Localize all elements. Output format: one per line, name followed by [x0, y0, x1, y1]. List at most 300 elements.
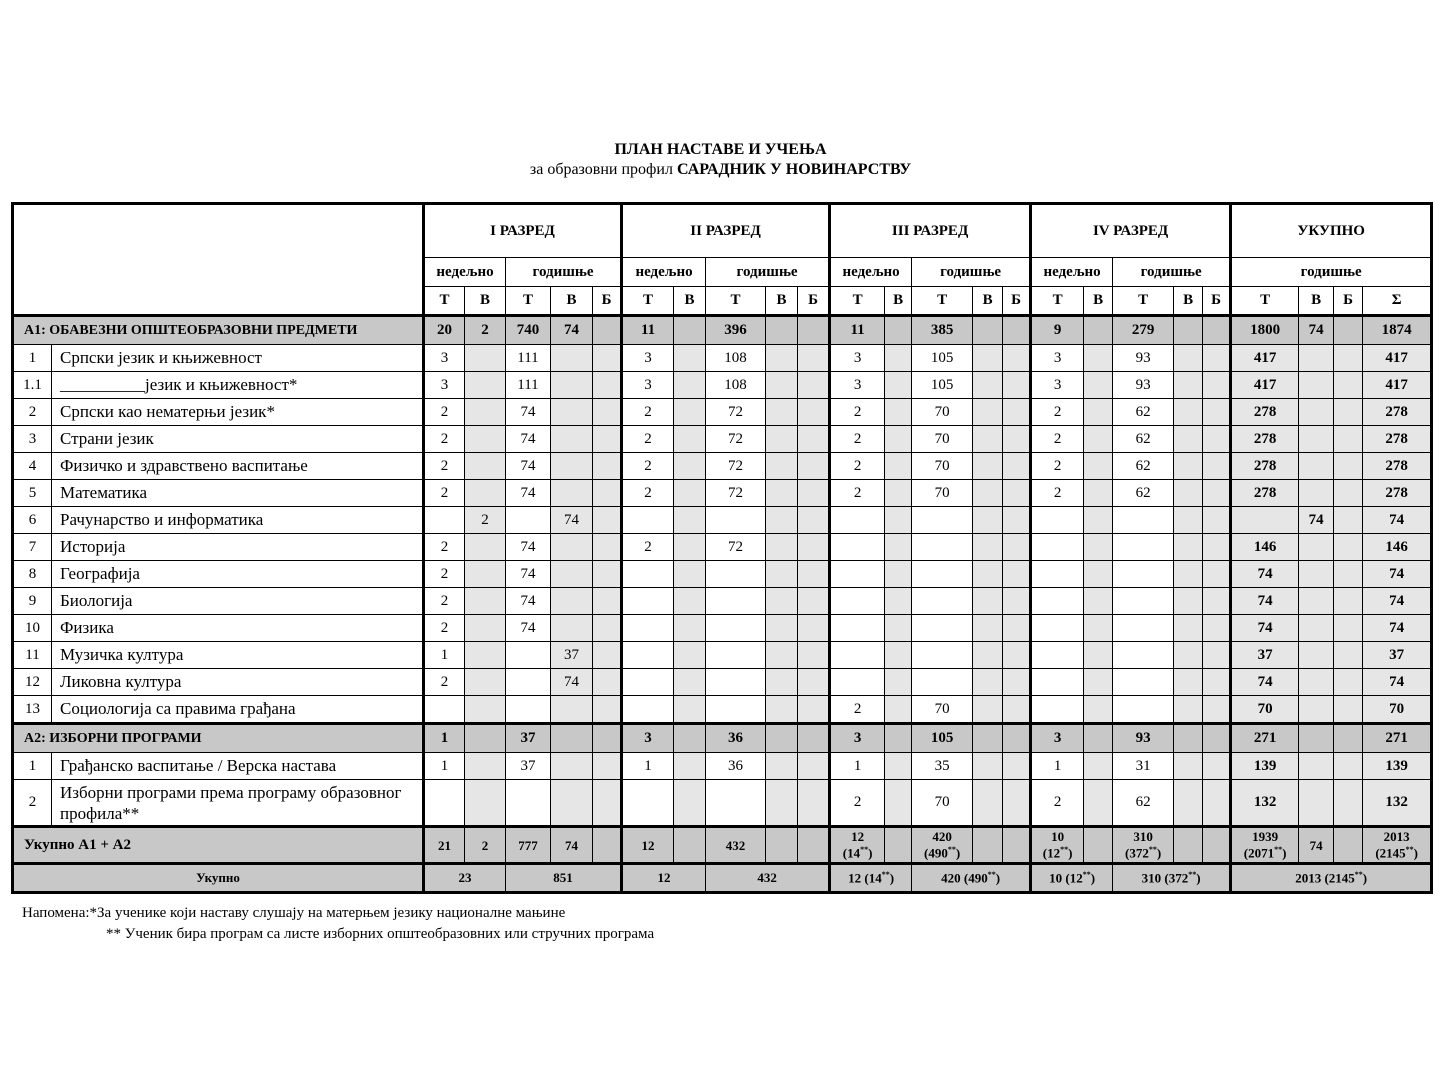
- grade-3-cell: [885, 372, 912, 399]
- grade-4-cell: [1174, 345, 1203, 372]
- total-cell: [1299, 399, 1334, 426]
- total-cell: [1299, 753, 1334, 780]
- grade-4-cell: [1031, 696, 1084, 724]
- total-cell: 132: [1363, 780, 1432, 827]
- grade-2-cell: 2: [622, 480, 674, 507]
- double-star: **: [1274, 845, 1283, 855]
- grade-3-cell: [885, 534, 912, 561]
- grade-3-header: III РАЗРЕД: [830, 204, 1031, 258]
- total-a-row: [13, 827, 1432, 864]
- total-value: 10 (12: [1049, 870, 1083, 886]
- total-cell: [912, 864, 1031, 893]
- grade-4-cell: [1174, 753, 1203, 780]
- grade-3-cell: [885, 480, 912, 507]
- grade-3-cell: [830, 561, 885, 588]
- grade-2-cell: [766, 780, 798, 827]
- grade-4-cell: 2: [1031, 780, 1084, 827]
- grade-1-cell: [506, 696, 551, 724]
- grade-1-cell: [593, 588, 622, 615]
- subject-name: Рачунарство и информатика: [52, 507, 424, 534]
- grade-3-cell: [973, 696, 1003, 724]
- grade-4-cell: [1174, 507, 1203, 534]
- grade-3-cell: [973, 615, 1003, 642]
- total-a-extra: (372**): [1124, 845, 1162, 861]
- grade-4-header: IV РАЗРЕД: [1031, 204, 1231, 258]
- grade-1-cell: 74: [506, 399, 551, 426]
- table-row: [13, 345, 1432, 372]
- grade-2-cell: [798, 588, 830, 615]
- grade-3-cell: [885, 724, 912, 753]
- table-row: [13, 372, 1432, 399]
- subject-name: Грађанско васпитање / Верска настава: [52, 753, 424, 780]
- grade-3-cell: [1003, 561, 1031, 588]
- grade-2-cell: [798, 480, 830, 507]
- grade-2-cell: [674, 696, 706, 724]
- grade-3-cell: [1003, 316, 1031, 345]
- grade-3-cell: [973, 669, 1003, 696]
- total-cell: [1299, 561, 1334, 588]
- grade-4-cell: [1084, 669, 1113, 696]
- grade-1-cell: [506, 642, 551, 669]
- grade-1-cell: [593, 642, 622, 669]
- grade-3-cell: [973, 753, 1003, 780]
- grade-3-cell: 3: [830, 724, 885, 753]
- grade-1-cell: [593, 561, 622, 588]
- grade-3-cell: [912, 507, 973, 534]
- col-header-t: Т: [1031, 287, 1084, 316]
- total-cell: 271: [1363, 724, 1432, 753]
- total-cell: [1299, 372, 1334, 399]
- grade-1-cell: [593, 399, 622, 426]
- grade-3-cell: [885, 507, 912, 534]
- grade-1-cell: 74: [506, 453, 551, 480]
- grade-3-cell: [973, 453, 1003, 480]
- grade-2-cell: [674, 480, 706, 507]
- total-cell: [1231, 507, 1299, 534]
- grade-3-cell: 105: [912, 345, 973, 372]
- grade-1-cell: 1: [424, 642, 465, 669]
- total-a-cell: 2: [465, 827, 506, 864]
- total-a-cell: [798, 827, 830, 864]
- grade-1-cell: [465, 426, 506, 453]
- total-cell: [1299, 426, 1334, 453]
- grade-4-cell: 9: [1031, 316, 1084, 345]
- grade-3-cell: [973, 561, 1003, 588]
- grade-3-cell: [912, 669, 973, 696]
- grade-3-cell: [912, 534, 973, 561]
- grade-1-cell: [465, 615, 506, 642]
- col-header-b: Б: [1334, 287, 1363, 316]
- total-cell: [1334, 316, 1363, 345]
- col-header-t: Т: [622, 287, 674, 316]
- total-a-cell: [830, 827, 885, 864]
- grade-3-cell: [1003, 507, 1031, 534]
- grade-3-cell: [973, 316, 1003, 345]
- grade-1-cell: [551, 724, 593, 753]
- grade-2-cell: [798, 345, 830, 372]
- grade-4-cell: [1203, 426, 1231, 453]
- total-cell: [1334, 345, 1363, 372]
- total-cell: [1113, 864, 1231, 893]
- grade-1-cell: [593, 372, 622, 399]
- grade-4-cell: [1084, 345, 1113, 372]
- header-grade-row: [13, 204, 1432, 258]
- total-cell: [1334, 561, 1363, 588]
- total-cell: [1299, 669, 1334, 696]
- total-a-cell: [593, 827, 622, 864]
- grade-2-cell: [706, 588, 766, 615]
- grade-3-cell: [830, 642, 885, 669]
- table-row: [13, 642, 1432, 669]
- total-cell: [1031, 864, 1113, 893]
- grade-4-cell: [1084, 426, 1113, 453]
- grade-3-cell: 2: [830, 426, 885, 453]
- total-a-extra: (14**): [842, 845, 873, 861]
- col-header-v: В: [465, 287, 506, 316]
- total-a-cell: [1363, 827, 1432, 864]
- subject-name: Музичка култура: [52, 642, 424, 669]
- grade-1-cell: [506, 507, 551, 534]
- grade-3-cell: 70: [912, 453, 973, 480]
- col-header-v: В: [1084, 287, 1113, 316]
- total-cell: [1299, 615, 1334, 642]
- grade-4-cell: [1203, 724, 1231, 753]
- grade-3-cell: 1: [830, 753, 885, 780]
- grade-1-cell: 37: [506, 724, 551, 753]
- col-header-t: Т: [1113, 287, 1174, 316]
- grade-2-cell: [674, 642, 706, 669]
- grade-1-cell: [465, 724, 506, 753]
- grade-2-cell: [674, 399, 706, 426]
- grade-1-cell: 740: [506, 316, 551, 345]
- grade-1-cell: 37: [551, 642, 593, 669]
- subject-name: Математика: [52, 480, 424, 507]
- grade-4-cell: [1203, 534, 1231, 561]
- grade-3-cell: [885, 426, 912, 453]
- grade-1-cell: 74: [506, 615, 551, 642]
- grade-1-cell: [465, 399, 506, 426]
- grade-1-cell: [424, 507, 465, 534]
- yearly-header: годишње: [1113, 258, 1231, 287]
- row-number: 8: [13, 561, 52, 588]
- grade-2-cell: [766, 615, 798, 642]
- grade-4-cell: [1084, 642, 1113, 669]
- grade-3-cell: [1003, 534, 1031, 561]
- total-cell: [1299, 724, 1334, 753]
- grade-4-cell: 1: [1031, 753, 1084, 780]
- col-header-v: В: [674, 287, 706, 316]
- grade-4-cell: 2: [1031, 399, 1084, 426]
- grade-3-cell: [885, 345, 912, 372]
- total-cell: 37: [1231, 642, 1299, 669]
- grade-4-cell: [1203, 696, 1231, 724]
- grade-2-cell: [706, 561, 766, 588]
- grade-4-cell: [1113, 534, 1174, 561]
- grade-1-cell: 2: [424, 588, 465, 615]
- total-a-label: Укупно А1 + А2: [13, 827, 424, 864]
- grade-2-cell: [622, 561, 674, 588]
- page-title: ПЛАН НАСТАВЕ И УЧЕЊА: [614, 141, 827, 158]
- total-cell: [1334, 696, 1363, 724]
- total-a-value: 10: [1051, 829, 1065, 845]
- row-number: 3: [13, 426, 52, 453]
- grade-2-cell: [766, 372, 798, 399]
- grade-3-cell: [1003, 372, 1031, 399]
- total-a-cell: 12: [622, 827, 674, 864]
- grade-2-cell: 72: [706, 480, 766, 507]
- total-cell: [1299, 642, 1334, 669]
- grade-3-cell: [1003, 615, 1031, 642]
- grade-3-cell: [912, 561, 973, 588]
- grade-1-cell: [551, 780, 593, 827]
- grade-2-cell: [766, 345, 798, 372]
- grade-4-cell: [1203, 642, 1231, 669]
- total-cell: 74: [1363, 669, 1432, 696]
- total-cell: 278: [1231, 453, 1299, 480]
- grade-1-cell: 2: [424, 480, 465, 507]
- grade-2-cell: [674, 724, 706, 753]
- grade-1-cell: 74: [506, 561, 551, 588]
- grade-3-cell: [973, 372, 1003, 399]
- grade-3-cell: [973, 399, 1003, 426]
- row-number: 13: [13, 696, 52, 724]
- grade-3-cell: 2: [830, 696, 885, 724]
- total-cell: 70: [1231, 696, 1299, 724]
- grade-2-cell: [766, 588, 798, 615]
- total-a-value: 310: [1133, 829, 1153, 845]
- grade-4-cell: [1174, 316, 1203, 345]
- grade-4-cell: 2: [1031, 480, 1084, 507]
- grade-1-cell: [506, 669, 551, 696]
- table-row: [13, 426, 1432, 453]
- total-a-value: 2013: [1383, 829, 1410, 845]
- grade-1-cell: 74: [551, 669, 593, 696]
- total-cell: [1334, 615, 1363, 642]
- grade-1-cell: [593, 345, 622, 372]
- grade-2-cell: [766, 507, 798, 534]
- grade-2-cell: [798, 372, 830, 399]
- grade-2-cell: [766, 724, 798, 753]
- grade-1-cell: [465, 534, 506, 561]
- grade-1-cell: [551, 753, 593, 780]
- total-a-cell: 21: [424, 827, 465, 864]
- grade-1-cell: [593, 316, 622, 345]
- total-a-cell: [1334, 827, 1363, 864]
- total-a-cell: [1113, 827, 1174, 864]
- grade-3-cell: [830, 615, 885, 642]
- table-row: [13, 753, 1432, 780]
- grade-3-cell: 105: [912, 372, 973, 399]
- grade-3-cell: [1003, 588, 1031, 615]
- total-a-cell: [885, 827, 912, 864]
- grade-1-cell: [593, 696, 622, 724]
- grade-1-cell: [465, 561, 506, 588]
- grade-3-cell: [1003, 780, 1031, 827]
- grade-1-cell: 74: [551, 316, 593, 345]
- total-cell: [1334, 507, 1363, 534]
- grade-1-cell: [465, 753, 506, 780]
- grade-2-cell: 72: [706, 453, 766, 480]
- grade-4-cell: [1084, 696, 1113, 724]
- grade-3-cell: 105: [912, 724, 973, 753]
- total-cell: 74: [1299, 316, 1334, 345]
- grade-1-cell: [465, 696, 506, 724]
- subject-name: Страни језик: [52, 426, 424, 453]
- grade-3-cell: [885, 453, 912, 480]
- weekly-header: недељно: [424, 258, 506, 287]
- grade-2-cell: [798, 561, 830, 588]
- grade-4-cell: 3: [1031, 724, 1084, 753]
- grade-4-cell: [1174, 372, 1203, 399]
- grade-3-cell: [885, 615, 912, 642]
- double-star: **: [987, 869, 996, 879]
- table-row: [13, 453, 1432, 480]
- grade-4-cell: 62: [1113, 780, 1174, 827]
- grade-2-cell: [674, 669, 706, 696]
- col-header-t: Т: [1231, 287, 1299, 316]
- grade-4-cell: [1174, 561, 1203, 588]
- grade-1-cell: [593, 453, 622, 480]
- grade-3-cell: [912, 588, 973, 615]
- table-row: [13, 399, 1432, 426]
- grade-4-cell: [1174, 534, 1203, 561]
- col-header-v: В: [1174, 287, 1203, 316]
- subject-name: Биологија: [52, 588, 424, 615]
- grade-2-cell: [706, 669, 766, 696]
- table-row: [13, 780, 1432, 827]
- col-header-v: В: [885, 287, 912, 316]
- grade-4-cell: 2: [1031, 453, 1084, 480]
- grade-2-cell: [622, 696, 674, 724]
- grade-4-cell: 3: [1031, 372, 1084, 399]
- grade-2-cell: [766, 753, 798, 780]
- grade-2-cell: 11: [622, 316, 674, 345]
- grade-3-cell: [830, 534, 885, 561]
- total-value: 420 (490: [941, 870, 988, 886]
- grade-4-cell: [1084, 480, 1113, 507]
- grade-4-cell: [1113, 561, 1174, 588]
- grade-4-cell: 93: [1113, 372, 1174, 399]
- total-a-value: 1939: [1252, 829, 1279, 845]
- grade-4-cell: [1113, 507, 1174, 534]
- total-cell: [1334, 724, 1363, 753]
- grade-4-cell: [1084, 316, 1113, 345]
- double-star: **: [1060, 845, 1069, 855]
- grade-3-cell: [885, 316, 912, 345]
- grade-1-cell: [593, 780, 622, 827]
- grade-3-cell: [1003, 669, 1031, 696]
- grade-2-cell: 72: [706, 399, 766, 426]
- total-a-cell: [1231, 827, 1299, 864]
- grade-4-cell: 62: [1113, 399, 1174, 426]
- col-header-v: В: [1299, 287, 1334, 316]
- grade-1-cell: [551, 534, 593, 561]
- grade-4-cell: [1113, 615, 1174, 642]
- total-cell: 74: [1231, 561, 1299, 588]
- grade-2-cell: [766, 399, 798, 426]
- double-star: **: [947, 845, 956, 855]
- total-cell: 851: [506, 864, 622, 893]
- grade-4-cell: [1084, 453, 1113, 480]
- grade-1-cell: [465, 588, 506, 615]
- grade-4-cell: 62: [1113, 480, 1174, 507]
- total-cell: 12: [622, 864, 706, 893]
- grade-4-cell: [1113, 588, 1174, 615]
- col-header-t: Т: [424, 287, 465, 316]
- subject-name: __________језик и књижевност*: [52, 372, 424, 399]
- total-value: 12 (14: [848, 870, 882, 886]
- grade-2-cell: [766, 642, 798, 669]
- total-cell: 23: [424, 864, 506, 893]
- grade-2-cell: 72: [706, 534, 766, 561]
- total-cell: 278: [1363, 426, 1432, 453]
- grade-1-cell: [465, 780, 506, 827]
- total-a-cell: [766, 827, 798, 864]
- grade-1-cell: 74: [506, 480, 551, 507]
- total-cell: 74: [1363, 615, 1432, 642]
- grade-2-cell: 108: [706, 372, 766, 399]
- grade-1-cell: [424, 780, 465, 827]
- subject-name: Историја: [52, 534, 424, 561]
- grade-2-cell: [706, 780, 766, 827]
- grade-2-cell: [798, 507, 830, 534]
- grade-4-cell: 62: [1113, 453, 1174, 480]
- total-cell: 278: [1231, 480, 1299, 507]
- grade-3-cell: [1003, 480, 1031, 507]
- grade-1-cell: 2: [465, 507, 506, 534]
- grade-4-cell: [1113, 696, 1174, 724]
- row-number: 2: [13, 399, 52, 426]
- grade-1-cell: [593, 615, 622, 642]
- table-row: [13, 480, 1432, 507]
- grade-1-cell: [551, 588, 593, 615]
- total-a-cell: 74: [1299, 827, 1334, 864]
- grade-2-cell: [674, 345, 706, 372]
- title-block: [0, 140, 1441, 180]
- total-cell: 278: [1363, 480, 1432, 507]
- grade-3-cell: [1003, 399, 1031, 426]
- total-cell: 1800: [1231, 316, 1299, 345]
- total-header: УКУПНО: [1231, 204, 1432, 258]
- grade-1-cell: [465, 345, 506, 372]
- grade-1-cell: 2: [424, 669, 465, 696]
- grade-4-cell: [1084, 561, 1113, 588]
- grade-3-cell: [885, 753, 912, 780]
- subject-name: Ликовна култура: [52, 669, 424, 696]
- grade-4-cell: 31: [1113, 753, 1174, 780]
- grade-2-cell: [674, 453, 706, 480]
- total-a-extra: (2071**): [1243, 845, 1287, 861]
- grade-4-cell: [1031, 588, 1084, 615]
- total-a-value: 420: [932, 829, 952, 845]
- col-header-b: Б: [798, 287, 830, 316]
- grade-4-cell: 279: [1113, 316, 1174, 345]
- total-a-extra: (12**): [1042, 845, 1073, 861]
- grade-1-cell: [593, 534, 622, 561]
- grade-2-cell: [674, 753, 706, 780]
- grade-3-cell: [885, 588, 912, 615]
- grade-1-cell: 2: [465, 316, 506, 345]
- grade-3-cell: 2: [830, 780, 885, 827]
- grade-2-cell: [798, 426, 830, 453]
- grade-1-cell: 1: [424, 724, 465, 753]
- grade-2-cell: [766, 480, 798, 507]
- grade-3-cell: [973, 534, 1003, 561]
- weekly-header: недељно: [622, 258, 706, 287]
- grade-2-cell: [798, 453, 830, 480]
- yearly-header: годишње: [706, 258, 830, 287]
- grade-2-cell: [798, 399, 830, 426]
